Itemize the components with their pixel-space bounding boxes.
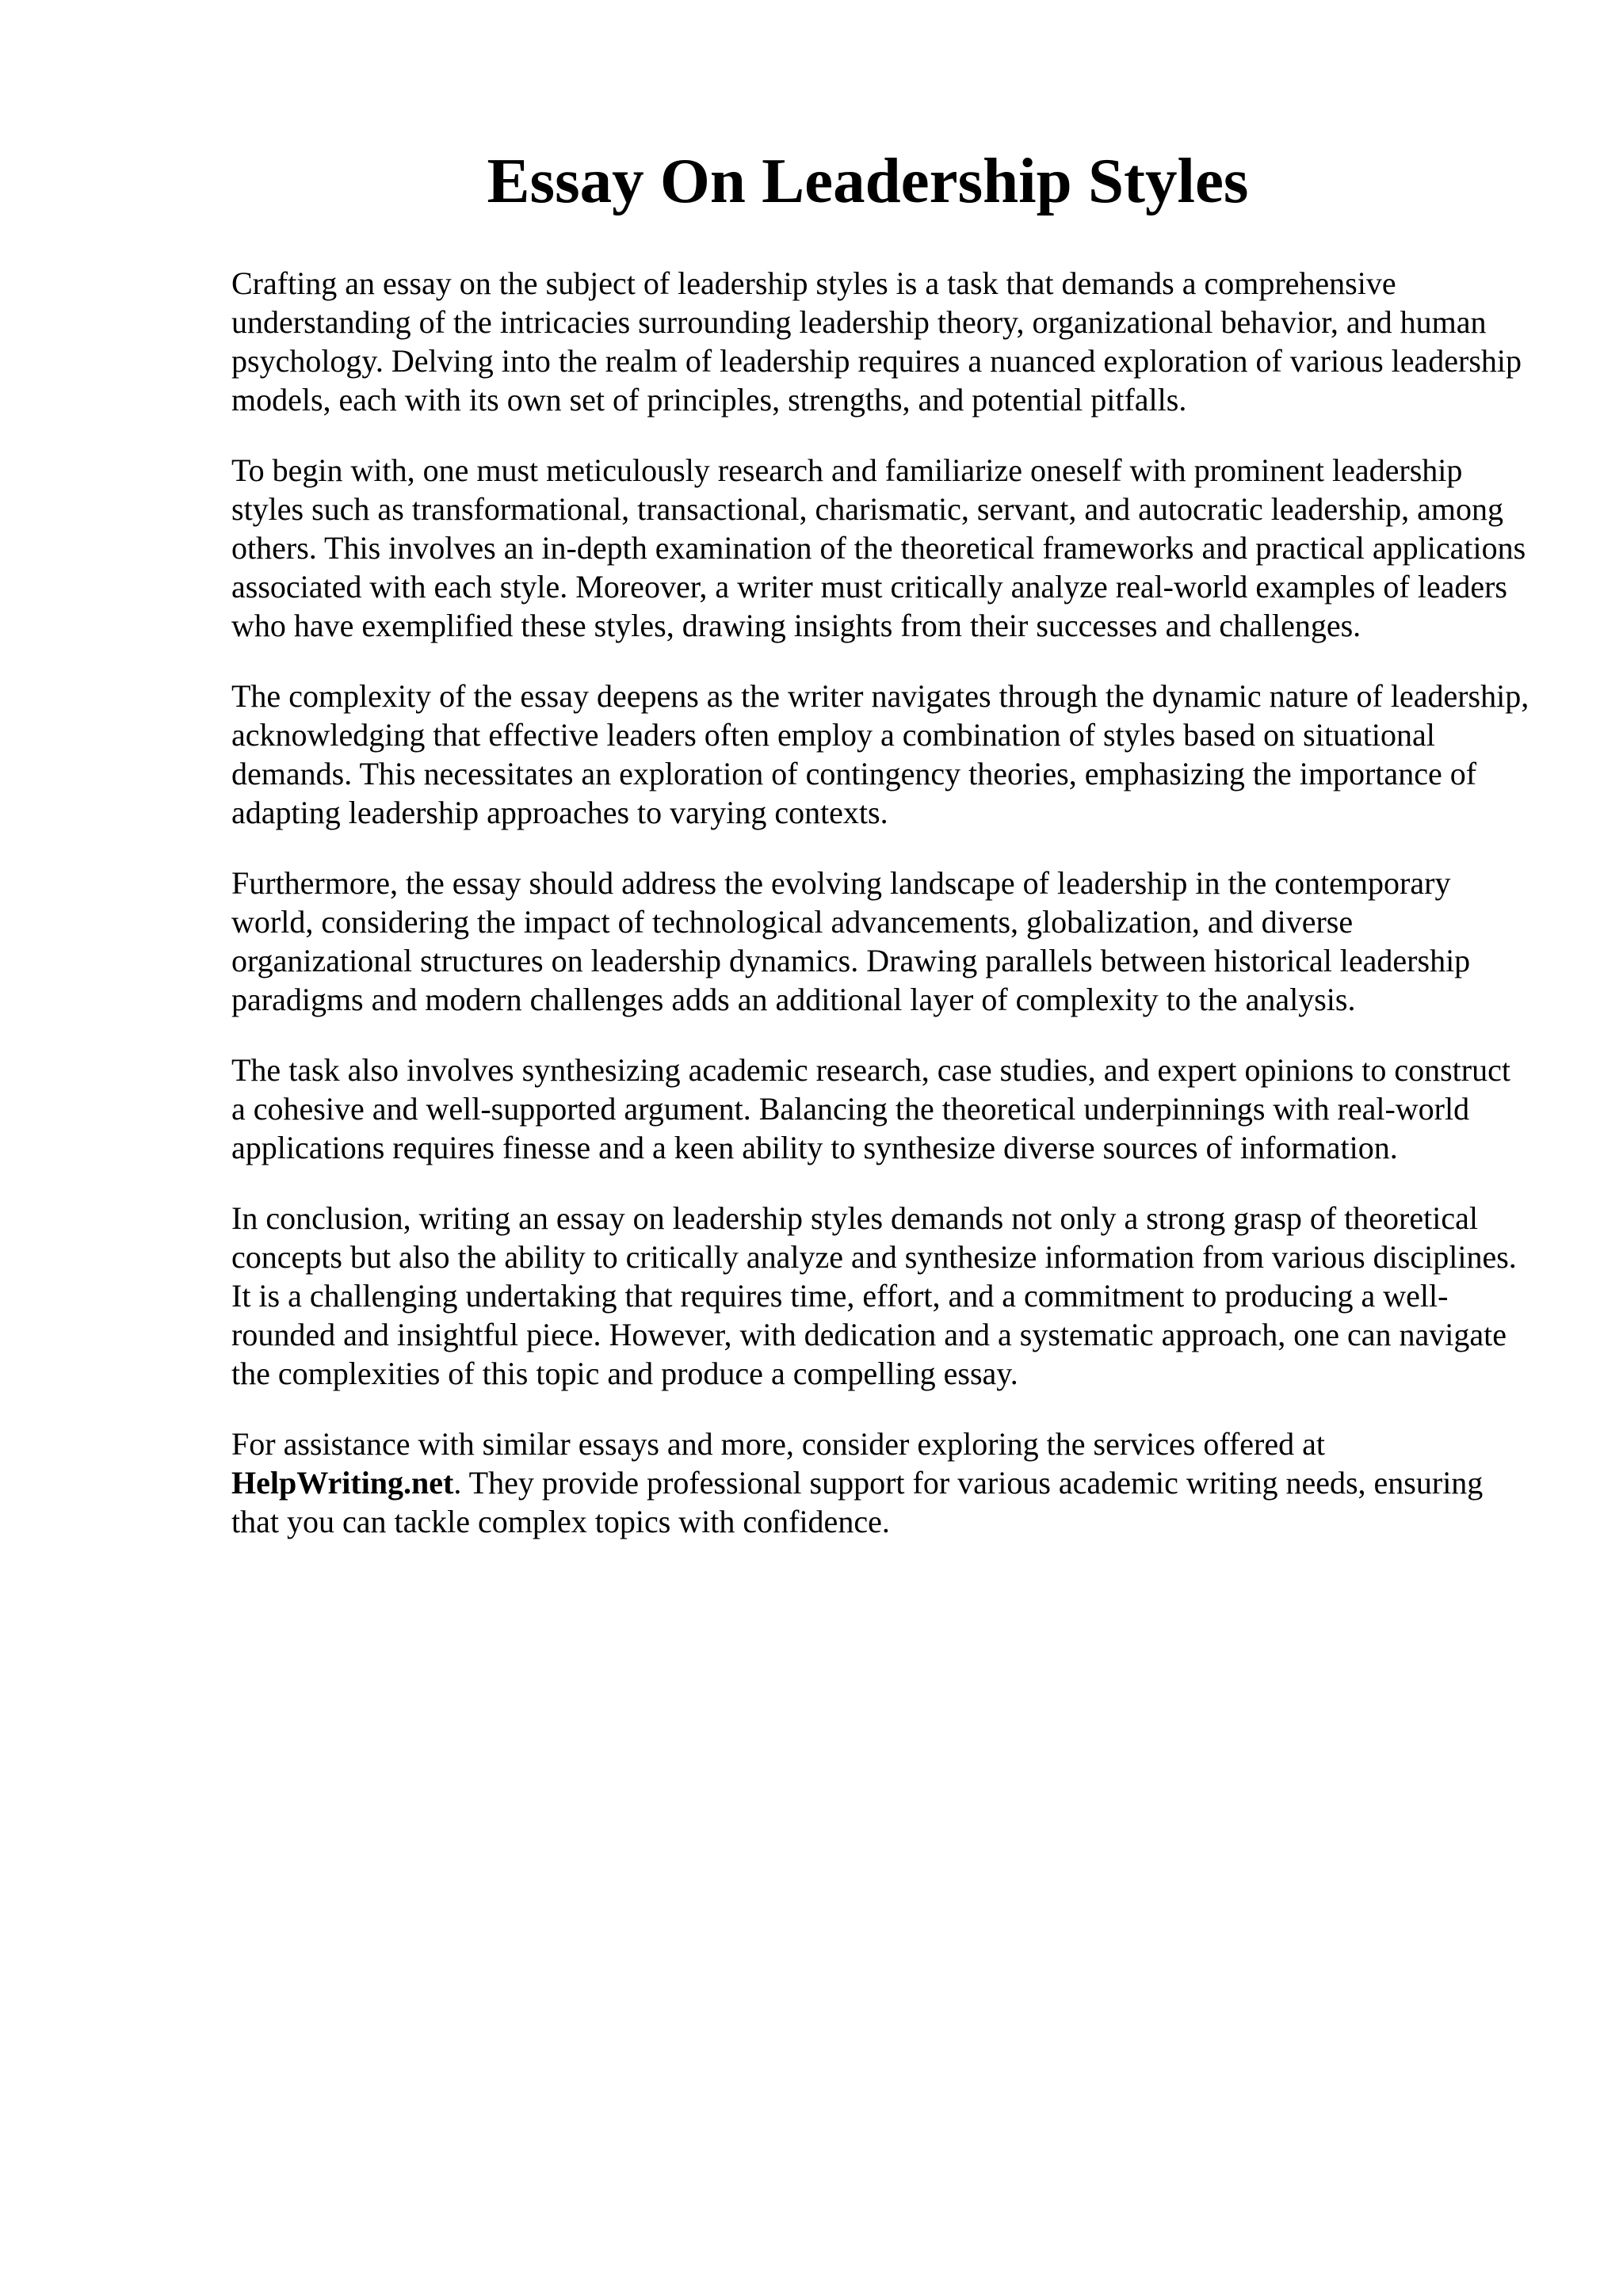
paragraph-3: The complexity of the essay deepens as the writer navigates through the dynamic nature of leadership, acknowledging that effective leaders often employ a combination of styles based on situational demands. This necessitates an exploration of contingency theories, emphasizing the importance of adapting leadership approaches to varying contexts. [231, 678, 1529, 830]
document-title: Essay On Leadership Styles [487, 145, 1249, 216]
helpwriting-link[interactable]: HelpWriting.net [231, 1465, 454, 1501]
paragraph-6: In conclusion, writing an essay on leadership styles demands not only a strong grasp of theoretical concepts but also the ability to critically analyze and synthesize information from various disciplines. It is a challenging undertaking that requires time, effort, and a commitment to producing a well-rounded and insightful piece. However, with dedication and a systematic approach, one can navigate the complexities of this topic and produce a compelling essay. [231, 1200, 1517, 1391]
paragraph-2: To begin with, one must meticulously research and familiarize oneself with prominent leadership styles such as transformational, transactional, charismatic, servant, and autocratic leadership, among others. This involves an in-depth examination of the theoretical frameworks and practical applications associated with each style. Moreover, a writer must critically analyze real-world examples of leaders who have exemplified these styles, drawing insights from their successes and challenges. [231, 452, 1526, 643]
paragraph-1: Crafting an essay on the subject of leadership styles is a task that demands a comprehensive understanding of the intricacies surrounding leadership theory, organizational behavior, and human psychology. Delving into the realm of leadership requires a nuanced exploration of various leadership models, each with its own set of principles, strengths, and potential pitfalls. [231, 265, 1522, 418]
closing-paragraph [231, 1425, 1531, 1541]
closing-outro: . They provide professional support for various academic writing needs, ensuring that you can tackle complex topics with confidence. [231, 1465, 1484, 1539]
paragraph-4: Furthermore, the essay should address the evolving landscape of leadership in the contemporary world, considering the impact of technological advancements, globalization, and diverse organizational structures on leadership dynamics. Drawing parallels between historical leadership paradigms and modern challenges adds an additional layer of complexity to the analysis. [231, 865, 1471, 1017]
paragraph-5: The task also involves synthesizing academic research, case studies, and expert opinions to construct a cohesive and well-supported argument. Balancing the theoretical underpinnings with real-world applications requires finesse and a keen ability to synthesize diverse sources of information. [231, 1052, 1510, 1165]
document-body [231, 264, 1531, 1573]
closing-intro: For assistance with similar essays and more, consider exploring the services offered at [231, 1426, 1325, 1462]
